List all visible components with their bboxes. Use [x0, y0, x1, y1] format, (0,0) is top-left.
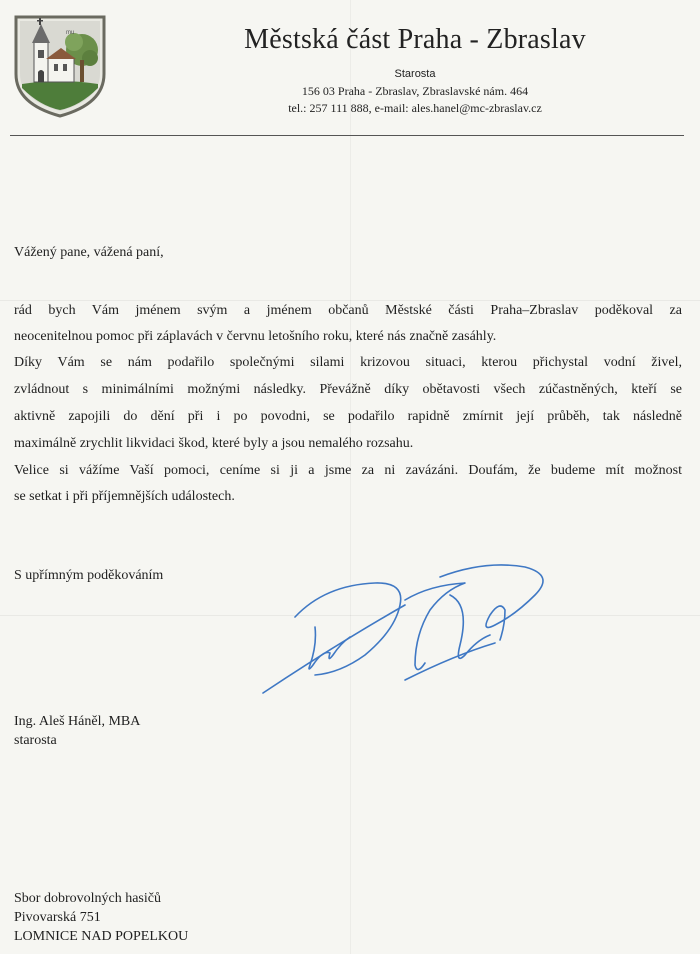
recipient-line: Pivovarská 751 [14, 910, 101, 925]
header-divider [10, 135, 684, 136]
salutation: Vážený pane, vážená paní, [14, 245, 164, 260]
office-contact: tel.: 257 111 888, e-mail: ales.hanel@mc-zbraslav.cz [288, 101, 542, 115]
recipient-line: Sbor dobrovolných hasičů [14, 891, 161, 906]
coat-of-arms-logo [10, 12, 110, 120]
body-line: se setkat i při příjemnějších událostech. [14, 489, 235, 504]
office-role: Starosta [394, 68, 436, 80]
body-line: Díky Vám se nám podařilo společnými silami krizovou situaci, kterou přichystal vodní živel, [14, 355, 682, 370]
office-address: 156 03 Praha - Zbraslav, Zbraslavské nám. 464 [301, 84, 529, 98]
municipality-name: Městská část Praha - Zbraslav [244, 24, 586, 55]
body-line: zvládnout s minimálními možnými následky. Převážně díky obětavosti všech zúčastněných, kteří se [14, 382, 682, 397]
closing: S upřímným poděkováním [14, 568, 164, 583]
body-line: aktivně zapojili do dění při i po povodni, se podařilo rapidně zmírnit její průběh, tak následně [14, 409, 682, 424]
signatory-name: Ing. Aleš Háněl, MBA [14, 714, 141, 729]
body-line: Velice si vážíme Vaší pomoci, ceníme si ji a jsme za ni zavázáni. Doufám, že budeme mít možnost [14, 463, 682, 478]
svg-text:mu: mu [66, 30, 75, 36]
handwritten-signature [255, 555, 555, 700]
body-line: neocenitelnou pomoc při záplavách v červnu letošního roku, které nás značně zasáhly. [14, 329, 497, 344]
body-line: rád bych Vám jménem svým a jménem občanů Městské části Praha–Zbraslav poděkoval za [14, 303, 682, 318]
body-line: maximálně zrychlit likvidaci škod, které byly a jsou nemalého rozsahu. [14, 436, 414, 451]
signatory-title: starosta [14, 733, 57, 748]
recipient-line: LOMNICE NAD POPELKOU [14, 929, 189, 944]
